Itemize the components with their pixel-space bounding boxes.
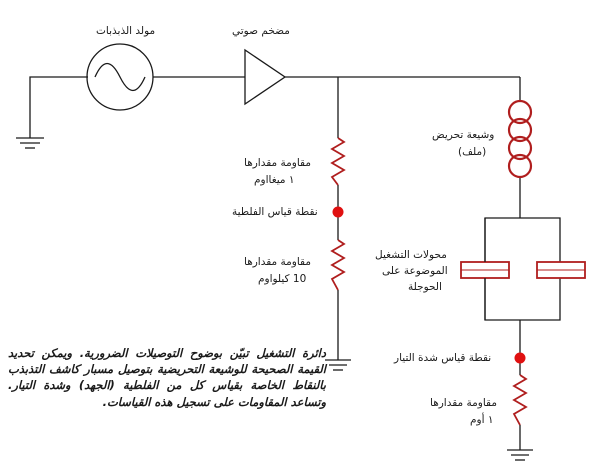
transducers-label-line2: الموضوعة على [382,265,448,277]
current-measure-point [515,353,526,364]
resistor-1ohm-label-value: ١ أوم [470,414,494,426]
resistor-1ohm-label-title: مقاومة مقدارها [430,397,497,409]
sine-wave [95,64,145,91]
voltage-point-label: نقطة قياس الفلطية [232,206,318,218]
resistor-10k [332,240,344,290]
current-point-label: نقطة قياس شدة التيار [394,352,492,364]
transducers-label-line1: محولات التشغيل [375,249,447,261]
resistor-10k-label-title: مقاومة مقدارها [244,256,311,268]
transducers-label-line3: الحوجلة [408,281,442,293]
coil-label-title: وشيعة تحريض [432,129,495,141]
amplifier-label: مضخم صوتي [232,25,290,37]
coil-symbol [509,101,531,177]
voltage-measure-point [333,207,344,218]
amplifier-symbol [245,50,285,104]
resistor-10k-label-value: 10 كيلواوم [258,273,307,285]
resistor-1m-label-value: ١ ميغااوم [254,174,295,186]
transducer-left [461,218,509,320]
transducer-right [537,262,585,278]
oscillator-label: مولد الذبذبات [96,25,156,37]
resistor-1ohm [514,375,526,425]
oscillator-ground-wire [30,77,88,138]
resistor-1m-label-title: مقاومة مقدارها [244,157,311,169]
diagram-caption: دائرة التشغيل تبيّن بوضوح التوصيلات الضرورية. ويمكن تحديد القيمة الصحيحة للوشيعة التحريضية بتوصيل مسبار كاشف التذبذب بالنقاط الخاصة بقياس كل من الفلطية (الجهد) وشدة التيار. وتساعد المقاومات على تسجيل هذه القياسات. [8,346,326,409]
resistor-1m [332,138,344,185]
coil-label-sub: (ملف) [458,146,487,158]
